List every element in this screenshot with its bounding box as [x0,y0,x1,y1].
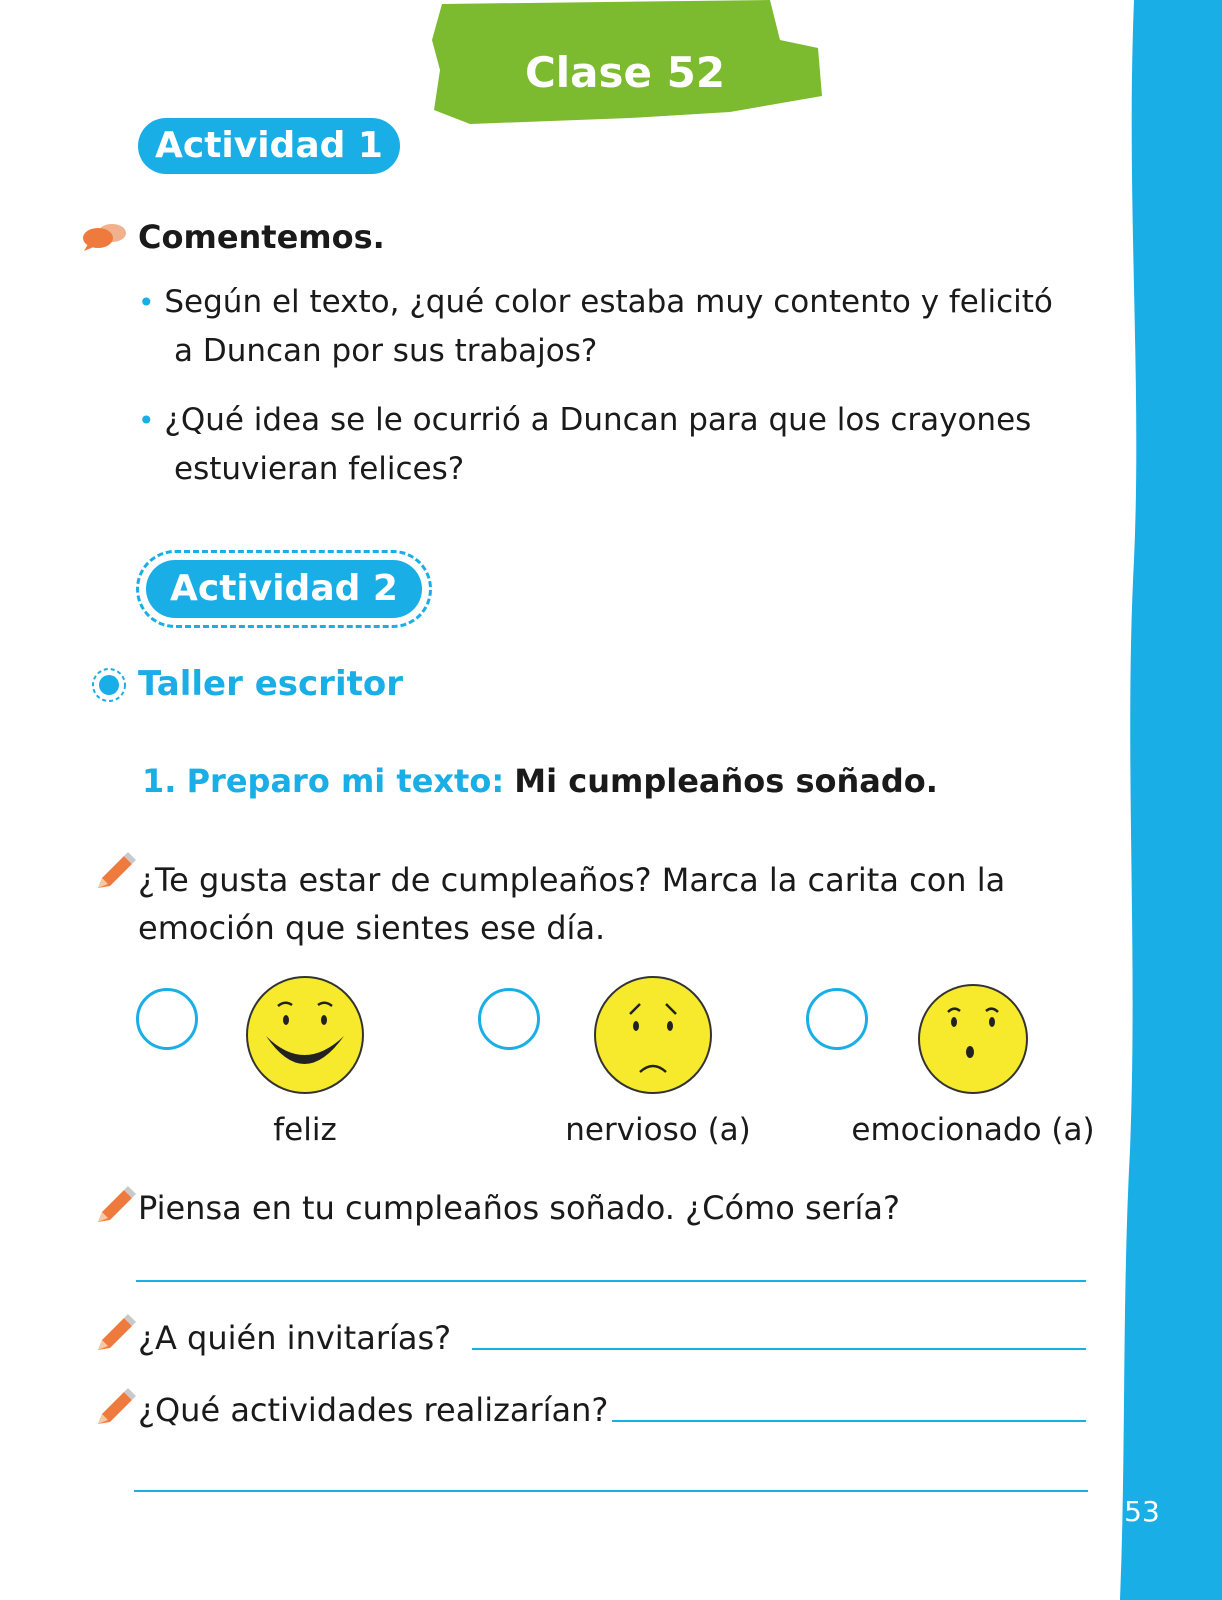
question-2 [138,396,1098,493]
pencil-icon [92,1184,136,1228]
emotion-checkbox-happy[interactable] [136,988,198,1050]
question-1-line-2: a Duncan por sus trabajos? [174,333,598,369]
discussion-heading: Comentemos. [138,218,385,256]
page-side-band [1120,0,1222,1600]
task-guests: ¿A quién invitarías? [138,1319,452,1357]
answer-line-dream-birthday[interactable] [136,1280,1086,1282]
pencil-icon [92,1386,136,1430]
task-activities: ¿Qué actividades realizarían? [138,1391,609,1429]
answer-line-activities[interactable] [612,1420,1086,1422]
bullet-icon: • [138,404,155,437]
task-emotion-line-1: ¿Te gusta estar de cumpleaños? Marca la carita con la [138,861,1006,899]
page-title: Clase 52 [524,48,726,97]
question-1 [138,278,1098,375]
emotion-label-happy: feliz [273,1112,337,1148]
step-label: Preparo mi texto: [186,762,505,800]
nervous-face-icon [592,974,714,1096]
bullet-icon: • [138,286,155,319]
pencil-icon [92,850,136,894]
surprised-face-icon [912,978,1034,1100]
emotion-label-nervous: nervioso (a) [565,1112,751,1148]
happy-face-icon [244,974,366,1096]
emotion-checkbox-excited[interactable] [806,988,868,1050]
activity-1-badge: Actividad 1 [138,118,400,174]
writing-workshop-icon [90,666,128,704]
emotion-label-excited: emocionado (a) [851,1112,1095,1148]
task-emotion [138,856,1098,952]
emotion-checkbox-nervous[interactable] [478,988,540,1050]
activity-2-badge: Actividad 2 [146,560,422,618]
question-2-line-1: ¿Qué idea se le ocurrió a Duncan para que los crayones [164,402,1032,438]
chat-bubbles-icon [82,222,130,252]
section-heading: Taller escritor [138,664,403,704]
step-1-heading [142,762,938,800]
task-emotion-line-2: emoción que sientes ese día. [138,909,606,947]
question-2-line-2: estuvieran felices? [174,451,465,487]
question-1-line-1: Según el texto, ¿qué color estaba muy contento y felicitó [164,284,1053,320]
step-number: 1. [142,762,177,800]
answer-line-guests[interactable] [472,1348,1086,1350]
pencil-icon [92,1312,136,1356]
task-dream-birthday: Piensa en tu cumpleaños soñado. ¿Cómo sería? [138,1189,900,1227]
answer-line-activities-extra[interactable] [134,1490,1088,1492]
page-number: 53 [1124,1495,1160,1528]
step-topic: Mi cumpleaños soñado. [514,762,938,800]
